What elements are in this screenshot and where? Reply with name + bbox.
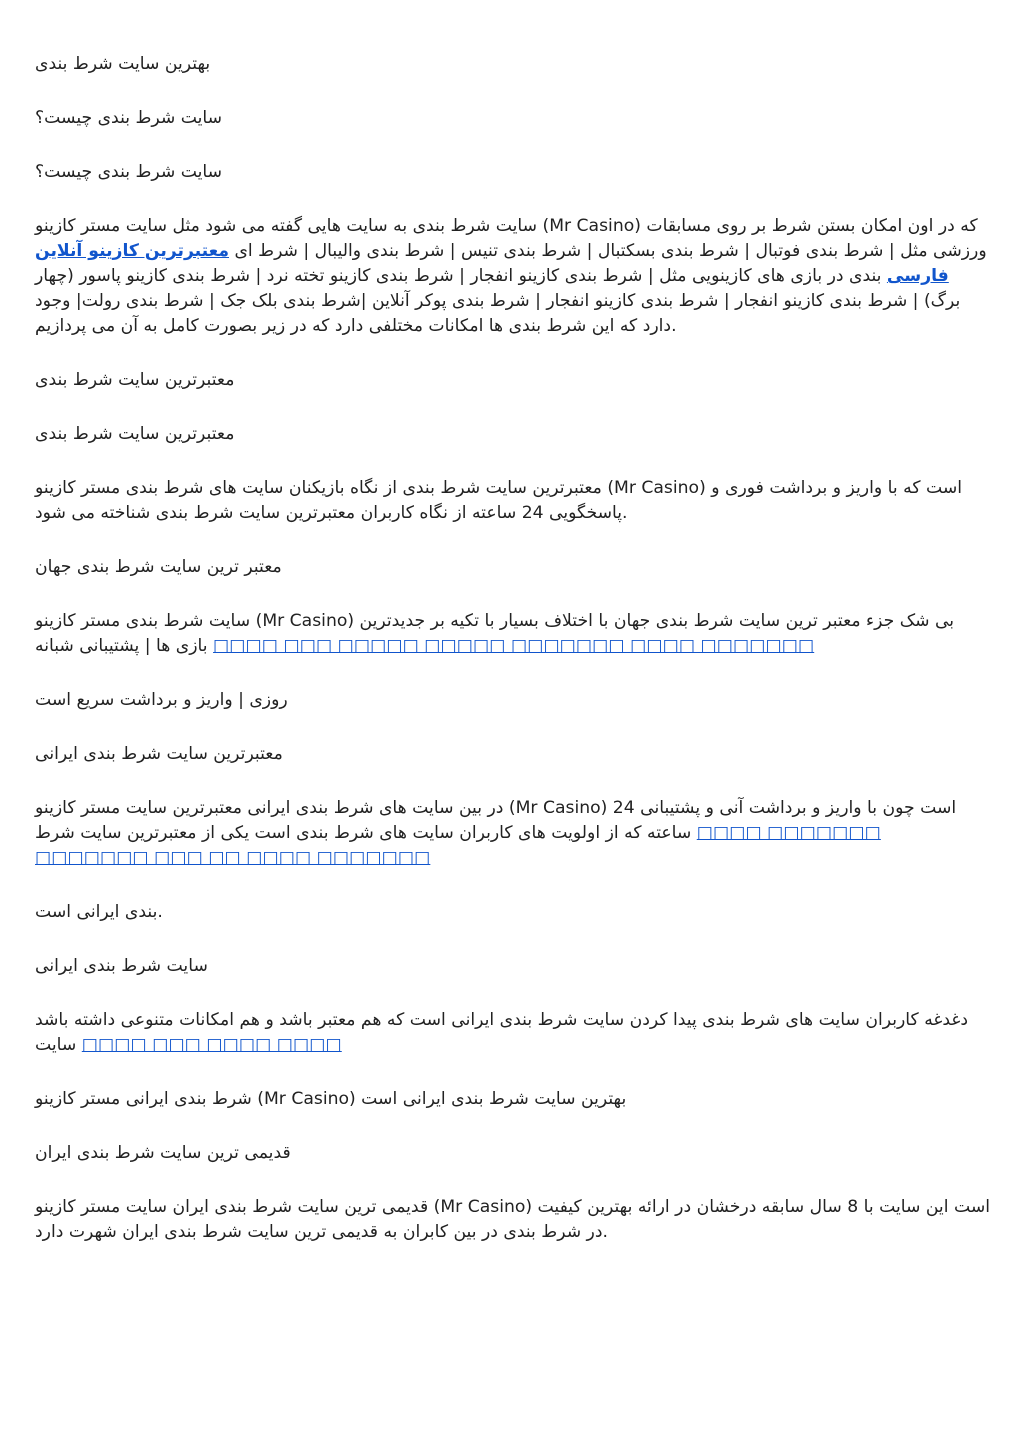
paragraph xyxy=(35,1141,990,1166)
paragraph-text: دغدغه کاربران سایت های شرط بندی پیدا کردن سایت شرط بندی ایرانی است که هم معتبر باشد و هم امکانات متنوعی داشته باشد سایت xyxy=(35,1010,969,1055)
paragraph xyxy=(35,214,990,339)
inline-link[interactable]: □□□□ □□□ □□□□□ □□□□□ □□□□□□□ □□□□ □□□□□□□ xyxy=(213,636,815,656)
paragraph-text: سایت شرط بندی به سایت هایی گفته می شود مثل سایت مستر کازینو (Mr Casino) که در اون امکان بستن شرط بر روی مسابقات ورزشی مثل | شرط بندی فوتبال | شرط بندی بسکتبال | شرط بندی تنیس | شرط بندی والیبال | شرط ای xyxy=(35,216,987,261)
document-body xyxy=(35,52,990,1274)
paragraph xyxy=(35,609,990,659)
paragraph xyxy=(35,900,990,925)
paragraph xyxy=(35,742,990,767)
paragraph xyxy=(35,106,990,131)
paragraph xyxy=(35,476,990,526)
paragraph-text: بندی در بازی های کازینویی مثل | شرط بندی کازینو انفجار | شرط بندی کازینو تخته نرد | شرط بندی کازینو پاسور (چهار برگ) | شرط بندی کازینو انفجار | شرط بندی کازینو انفجار | شرط بندی پوکر آنلاین |شرط بندی بلک جک | شرط بندی رولت| وجود دارد که این شرط بندی ها امکانات مختلفی دارد که در زیر بصورت کامل به آن می پردازیم. xyxy=(35,266,961,336)
paragraph xyxy=(35,1008,990,1058)
paragraph xyxy=(35,1195,990,1245)
paragraph xyxy=(35,368,990,393)
paragraph-text: سایت شرط بندی چیست؟ xyxy=(35,108,223,128)
paragraph-text: شرط بندی ایرانی مستر کازینو (Mr Casino) بهترین سایت شرط بندی ایرانی است xyxy=(35,1089,627,1109)
paragraph xyxy=(35,422,990,447)
paragraph xyxy=(35,1087,990,1112)
paragraph xyxy=(35,954,990,979)
paragraph-text: سایت شرط بندی ایرانی xyxy=(35,956,208,976)
paragraph-text: قدیمی ترین سایت شرط بندی ایران xyxy=(35,1143,291,1163)
paragraph-text: در بین سایت های شرط بندی ایرانی معتبرترین سایت مستر کازینو (Mr Casino) است چون با واریز و برداشت آنی و پشتیبانی 24 ساعته که از اولویت های کاربران سایت های شرط بندی است یکی از معتبرترین سایت شرط xyxy=(35,798,957,843)
paragraph-text: قدیمی ترین سایت شرط بندی ایران سایت مستر کازینو (Mr Casino) است این سایت با 8 سال سابقه درخشان در ارائه بهترین کیفیت در شرط بندی در بین کابران به قدیمی ترین سایت شرط بندی ایران شهرت دارد. xyxy=(35,1197,991,1242)
paragraph xyxy=(35,160,990,185)
paragraph-text: معتبرترین سایت شرط بندی از نگاه بازیکنان سایت های شرط بندی مستر کازینو (Mr Casino) است که با واریز و برداشت فوری و پاسخگویی 24 ساعته از نگاه کاربران معتبرترین سایت شرط بندی شناخته می شود. xyxy=(35,478,963,523)
paragraph-text: سایت شرط بندی چیست؟ xyxy=(35,162,223,182)
inline-link[interactable]: □□□□ □□□ □□□□ □□□□ xyxy=(81,1035,342,1055)
paragraph-text: معتبرترین سایت شرط بندی xyxy=(35,370,235,390)
paragraph-text: معتبر ترین سایت شرط بندی جهان xyxy=(35,557,282,577)
paragraph-text: معتبرترین سایت شرط بندی xyxy=(35,424,235,444)
paragraph xyxy=(35,52,990,77)
paragraph-text: بهترین سایت شرط بندی xyxy=(35,54,211,74)
paragraph-text: روزی | واریز و برداشت سریع است xyxy=(35,690,288,710)
inline-link[interactable]: معتبرترین کازینو آنلاین فارسی xyxy=(35,241,949,286)
paragraph-text: معتبرترین سایت شرط بندی ایرانی xyxy=(35,744,283,764)
paragraph-text: بندی ایرانی است. xyxy=(35,902,163,922)
paragraph xyxy=(35,555,990,580)
paragraph-text: سایت شرط بندی مستر کازینو (Mr Casino) بی شک جزء معتبر ترین سایت شرط بندی جهان با اختلاف بسیار با تکیه بر جدیدترین بازی ها | پشتیبانی شبانه xyxy=(35,611,955,656)
inline-link[interactable]: □□□□ □□□□□□□ □□□□□□□ □□□ □□ □□□□ □□□□□□□ xyxy=(35,823,881,868)
paragraph xyxy=(35,796,990,871)
paragraph xyxy=(35,688,990,713)
